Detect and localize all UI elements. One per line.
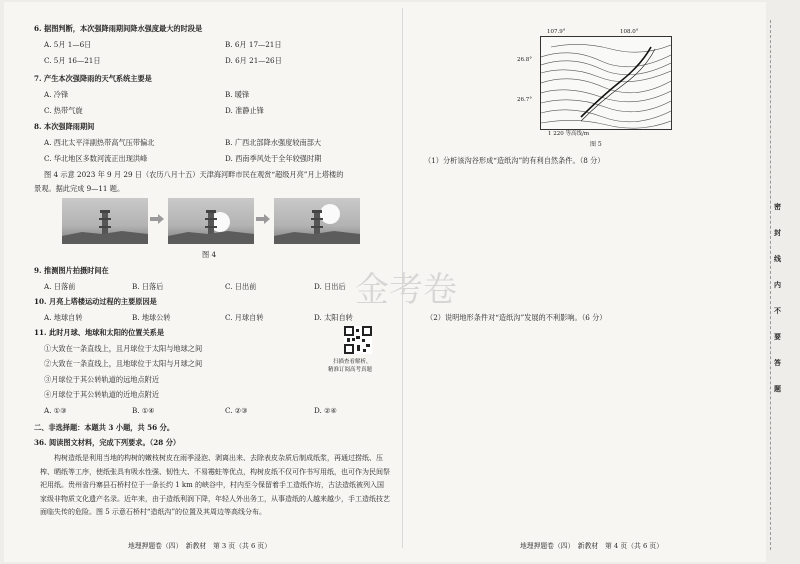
rail-char-6: 要 (774, 332, 781, 341)
intro-line-1: 图 4 示意 2023 年 9 月 29 日（农历八月十五）天津海河畔市民在观赏“超级月亮”月上塔楼的 (44, 170, 344, 179)
cut-line (770, 20, 771, 550)
q11-stem: 11. 此时月球、地球和太阳的位置关系是 (34, 328, 165, 337)
map-lon-1: 107.9° (547, 29, 566, 35)
rail-char-3: 线 (774, 254, 781, 263)
rail-char-8: 题 (774, 384, 781, 393)
q10-opt-d: D. 太阳自转 (314, 313, 353, 322)
q8-opt-c: C. 华北地区多数河流正出现洪峰 (44, 154, 148, 163)
q6-opt-b: B. 6月 17—21日 (225, 40, 282, 49)
q36-stem: 36. 阅读图文材料，完成下列要求。（28 分） (34, 438, 181, 447)
q8-opt-d: D. 西南季风处于全年较强时期 (225, 154, 322, 163)
q7-opt-c: C. 热带气旋 (44, 106, 83, 115)
q6-opt-a: A. 5月 1—6日 (44, 40, 92, 49)
map-lat-2: 26.7° (517, 97, 532, 103)
rail-char-1: 密 (774, 202, 781, 211)
q6-opt-c: C. 5月 16—21日 (44, 56, 101, 65)
q7-stem: 7. 产生本次强降雨的天气系统主要是 (34, 74, 152, 83)
q9-opt-b: B. 日落后 (132, 282, 164, 291)
qr-code[interactable] (344, 326, 372, 354)
photo-1 (62, 198, 148, 244)
section-2-heading: 二、非选择题：本题共 3 小题，共 56 分。 (34, 423, 175, 432)
q36-material: 构树造纸是利用当地的构树的嫩枝树皮在雨季浸泡、剥离出来、去除表皮杂质后制成纸浆，再通过捞纸、压榨、晒纸等工序，使纸张具有吸水性强、韧性大、不易霉蛀等优点，构树皮纸不仅可作书写用纸，也可作为民间祭祀用纸。贵州省丹寨县石桥村位于一条长约 1 km 的峡谷中，村内至今保留着手工造纸作坊，古法造纸被列入国家级非物质文化遗产名录。近年来，由于造纸利润下降，年轻人外出务工，从事造纸的人越来越少，手工造纸技艺面临失传的危险。图 5 示意石桥村“造纸沟”的位置及其周边等高线分布。 (40, 454, 390, 516)
arrow-right-icon (150, 214, 164, 224)
q9-opt-d: D. 日出后 (314, 282, 346, 291)
qr-caption-1: 扫描查看解析， (333, 359, 372, 365)
q11-item-2: ②大致在一条直线上，且地球位于太阳与月球之间 (44, 359, 203, 368)
rail-char-7: 答 (774, 358, 781, 367)
q36-part-2: （2）说明地形条件对“造纸沟”发展的不利影响。（6 分） (426, 313, 607, 322)
arrow-right-icon (256, 214, 270, 224)
q7-opt-d: D. 准静止锋 (225, 106, 264, 115)
q10-stem: 10. 月亮上塔楼运动过程的主要原因是 (34, 297, 157, 306)
photo-2 (168, 198, 254, 244)
fig5-caption: 图 5 (590, 141, 602, 148)
rail-char-2: 封 (774, 228, 781, 237)
watermark: 金考卷 (355, 270, 457, 310)
q7-opt-b: B. 暖锋 (225, 90, 250, 99)
fig4-caption: 图 4 (202, 250, 217, 259)
map-lon-2: 108.0° (620, 29, 639, 35)
map-legend: 1 220 等高线/m (548, 131, 590, 137)
q11-item-3: ③月球位于其公转轨道的远地点附近 (44, 375, 160, 384)
photo-3 (274, 198, 360, 244)
q6-opt-d: D. 6月 21—26日 (225, 56, 282, 65)
q11-opt-a: A. ①③ (44, 406, 67, 415)
q10-opt-c: C. 月球自转 (225, 313, 264, 322)
q9-opt-a: A. 日落前 (44, 282, 76, 291)
q10-opt-a: A. 地球自转 (44, 313, 83, 322)
map-lat-1: 26.8° (517, 57, 532, 63)
q11-item-1: ①大致在一条直线上，且月球位于太阳与地球之间 (44, 344, 203, 353)
q9-stem: 9. 推测图片拍摄时间在 (34, 266, 109, 275)
q11-opt-c: C. ②③ (225, 406, 248, 415)
q11-opt-d: D. ②④ (314, 406, 337, 415)
q8-opt-b: B. 广西北部降水强度较南部大 (225, 138, 322, 147)
q11-opt-b: B. ①④ (132, 406, 155, 415)
contour-map (540, 36, 672, 130)
footer-right: 地理押题卷（四） 新教材 第 4 页（共 6 页） (520, 542, 664, 550)
q8-opt-a: A. 西北太平洋副热带高气压带偏北 (44, 138, 155, 147)
footer-left: 地理押题卷（四） 新教材 第 3 页（共 6 页） (128, 542, 272, 550)
q8-stem: 8. 本次强降雨期间 (34, 122, 95, 131)
q6-stem: 6. 据图判断，本次强降雨期间降水强度最大的时段是 (34, 24, 203, 33)
qr-caption-2: 精准订阅高考真题 (328, 367, 373, 373)
q10-opt-b: B. 地球公转 (132, 313, 171, 322)
rail-char-5: 不 (774, 306, 781, 315)
q7-opt-a: A. 冷锋 (44, 90, 69, 99)
q11-item-4: ④月球位于其公转轨道的近地点附近 (44, 390, 160, 399)
q36-part-1: （1）分析该沟谷形成“造纸沟”的有利自然条件。（8 分） (424, 156, 605, 165)
q9-opt-c: C. 日出前 (225, 282, 257, 291)
intro-line-2: 景观。据此完成 9—11 题。 (34, 184, 125, 193)
rail-char-4: 内 (774, 280, 781, 289)
